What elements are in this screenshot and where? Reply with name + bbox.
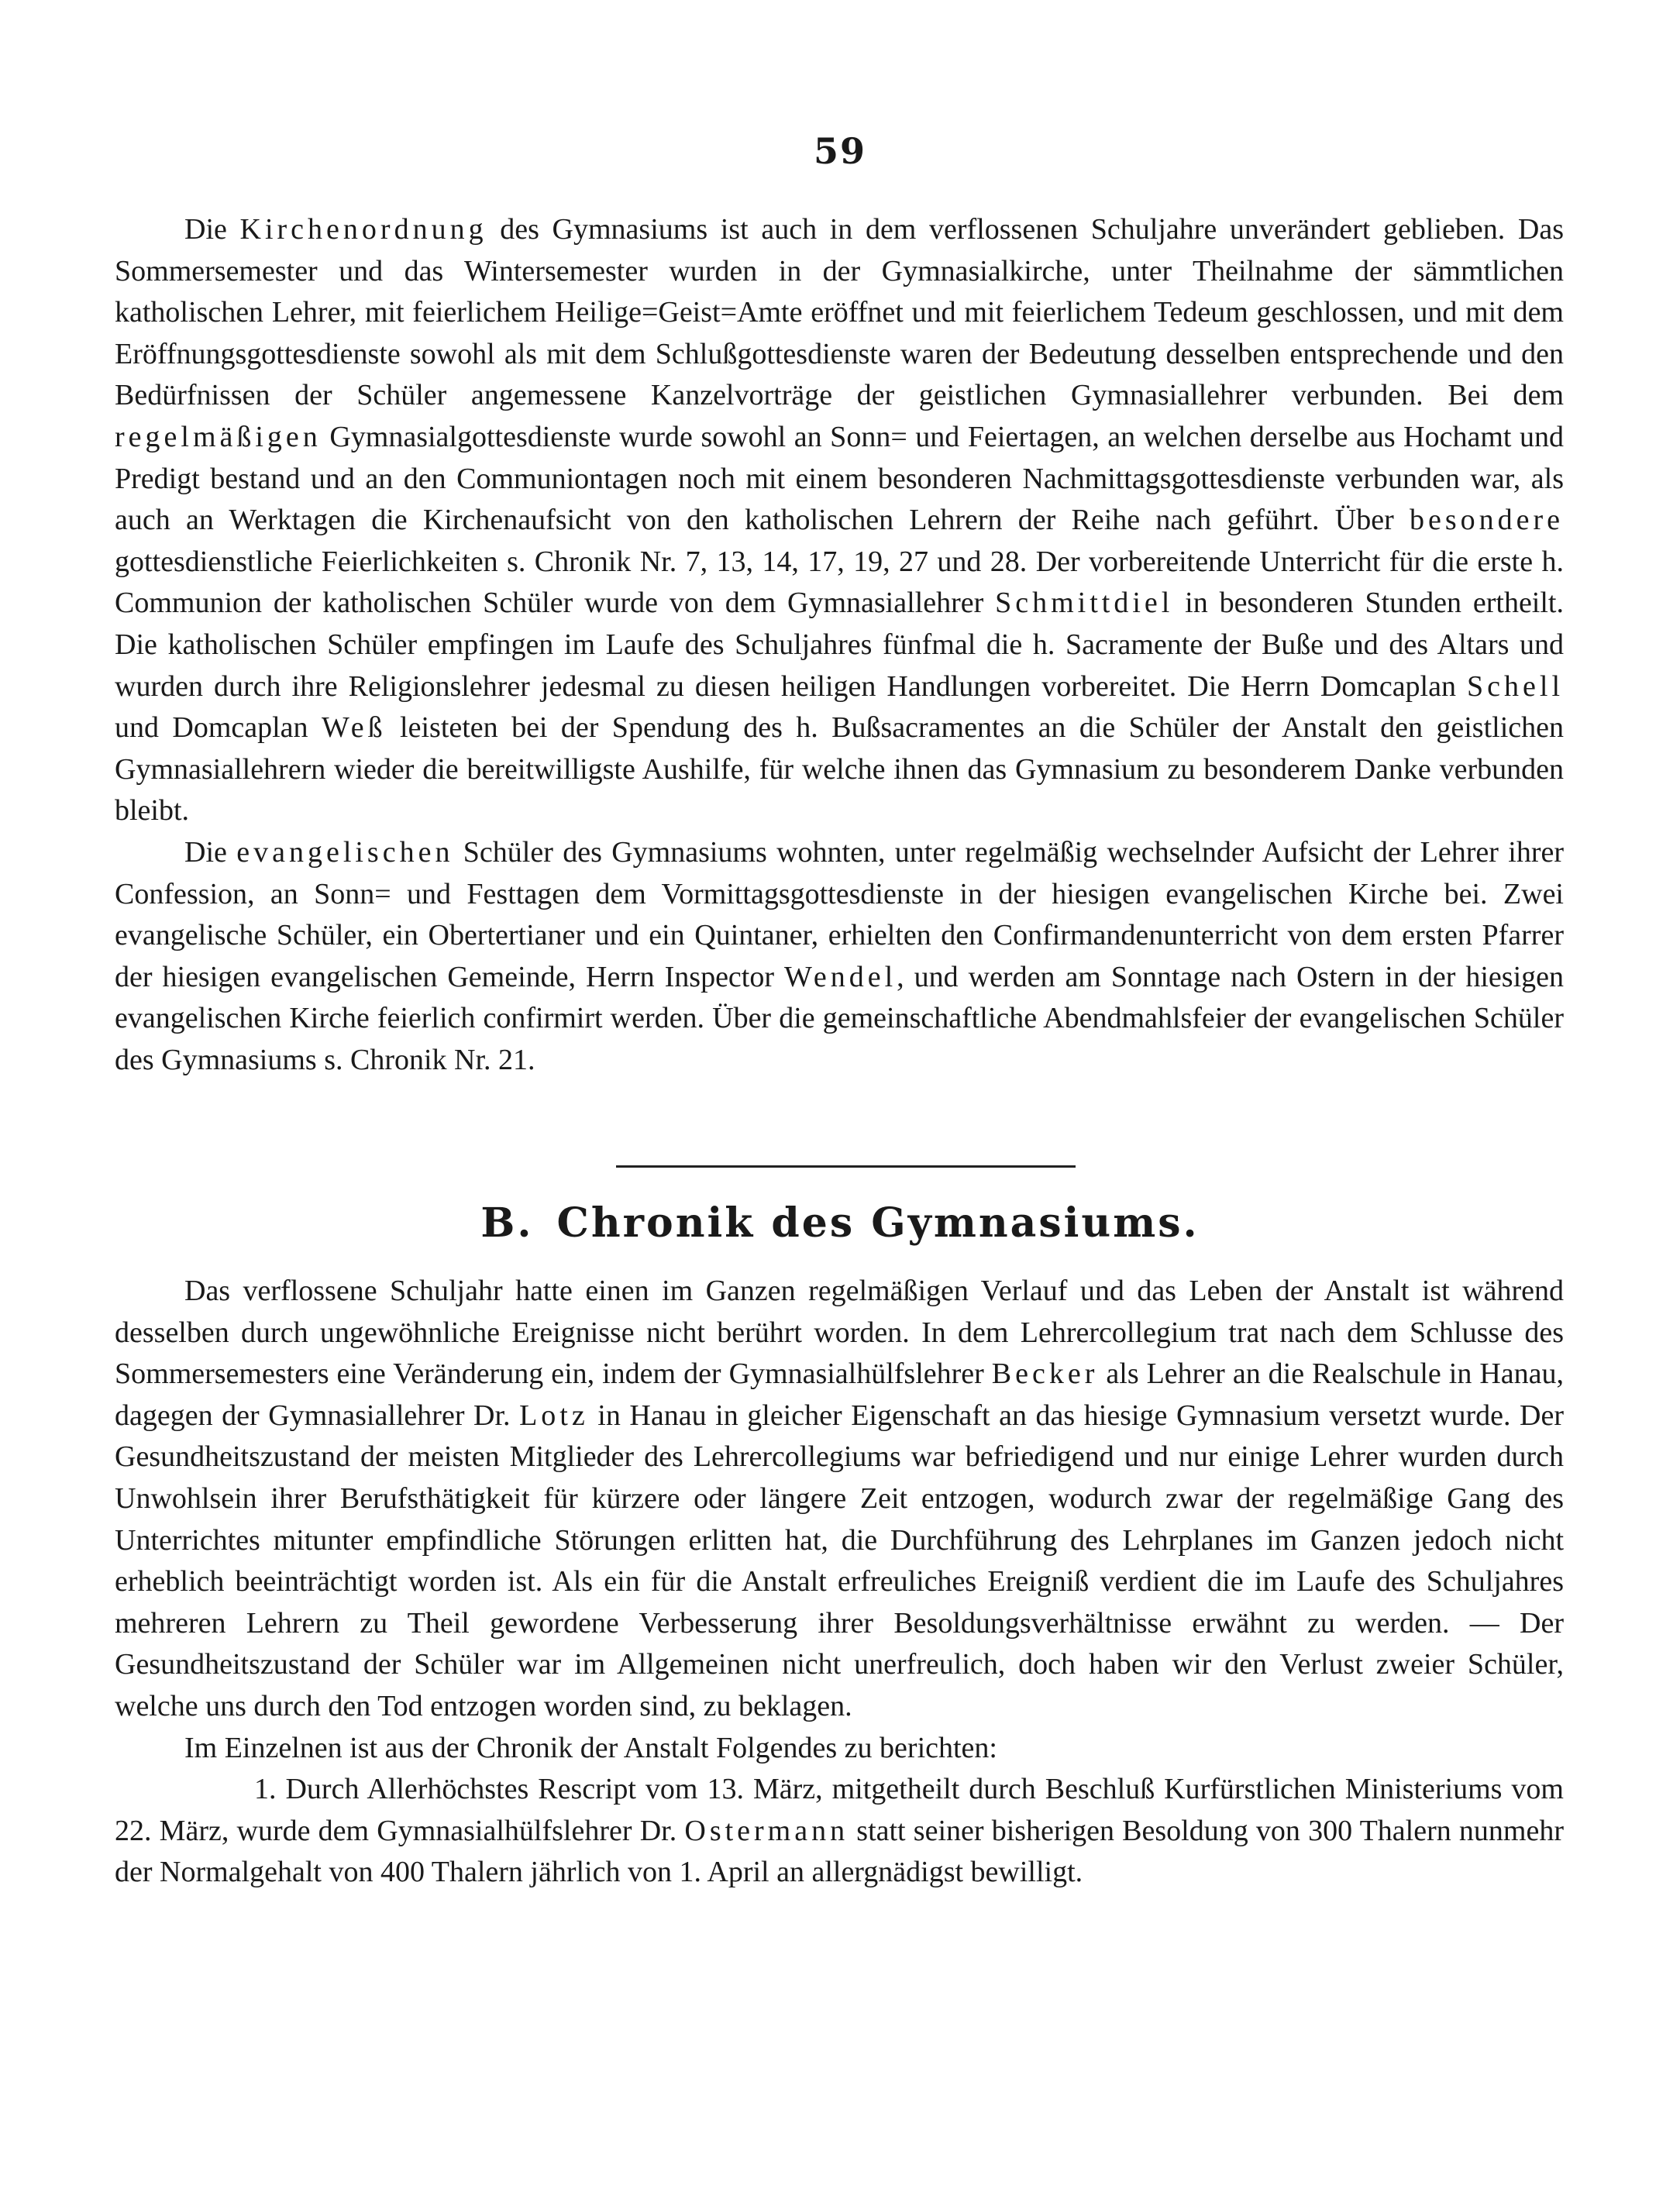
text-span: in Hanau in gleicher Eigenschaft an das hiesige Gymnasium versetzt wurde. Der Gesundheitszustand der meisten Mitglieder des Lehrercollegiums war befriedigend und nur einige Lehrer wurden durch Unwohlsein ihrer Berufsthätigkeit für kürzere oder längere Zeit entzogen, wodurch zwar der regelmäßige Gang des Unterrichtes mitunter empfindliche Störungen erlitten hat, die Durchführung des Lehrplanes im Ganzen jedoch nicht erheblich beeinträchtigt worden ist. Als ein für die Anstalt erfreuliches Ereigniß verdient die im Laufe des Schuljahres mehreren Lehrern zu Theil gewordene Verbesserung ihrer Besoldungsverhältnisse erwähnt zu werden. — Der Gesundheitszustand der Schüler war im Allgemeinen nicht unerfreulich, doch haben wir den Verlust zweier Schüler, welche uns durch den Tod entzogen worden sind, zu beklagen. [115,1399,1564,1722]
section-title: Chronik des Gymnasiums. [556,1199,1200,1247]
paragraph-evangelical [115,832,1564,1082]
emphasis-span: Ostermann [684,1814,849,1847]
section-b-text [115,1271,1564,1894]
section-letter: B. [480,1199,534,1247]
text-span: und Domcaplan [115,711,322,745]
text-span: gottesdienstliche Feierlichkeiten s. Chronik Nr. 7, 13, 14, 17, 19, 27 und 28. Der vorbereitende Unterricht für die erste h. Communion der katholischen Schüler wurde von dem Gymnasiallehrer [115,545,1564,620]
text-span: Die [184,213,240,246]
emphasis-span: Kirchenordnung [239,213,487,246]
section-a-text [115,209,1564,1081]
text-span: Das verflossene Schuljahr hatte einen im Ganzen regelmäßigen Verlauf und das Leben der Anstalt ist während desselben durch ungewöhnliche Ereignisse nicht berührt worden. In dem Lehrercollegium trat nach dem Schlusse des Sommersemesters eine Veränderung ein, indem der Gymnasialhülfslehrer [115,1275,1564,1391]
text-span: , und werden am Sonntage nach Ostern in der hiesigen evangelischen Kirche feierlich confirmirt werden. Über die gemeinschaftliche Abendmahlsfeier der evangelischen Schüler des Gymnasiums s. Chronik Nr. 21. [115,960,1564,1076]
paragraph-church-order [115,209,1564,832]
emphasis-span: Schmittdiel [995,587,1174,620]
emphasis-span: evangelischen [236,835,454,869]
text-span: als Lehrer an die Realschule in Hanau, dagegen der Gymnasiallehrer Dr. [115,1357,1564,1432]
page-number: 59 [813,130,866,172]
text-span: leisteten bei der Spendung des h. Bußsacramentes an die Schüler der Anstalt den geistlichen Gymnasiallehrern wieder die bereitwilligste Aushilfe, für welche ihnen das Gymnasium zu besonderem Danke verbunden bleibt. [115,711,1564,828]
emphasis-span: Lotz [519,1399,589,1432]
text-span: Schüler des Gymnasiums wohnten, unter regelmäßig wechselnder Aufsicht der Lehrer ihrer Confession, an Sonn= und Festtagen dem Vormittagsgottesdienste in der hiesigen evangelischen Kirche bei. Zwei evangelische Schüler, ein Obertertianer und ein Quintaner, erhielten den Confirmandenunterricht von dem ersten Pfarrer der hiesigen evangelischen Gemeinde, Herrn Inspector [115,835,1565,993]
text-span: Durch Allerhöchstes Rescript vom 13. März, mitgetheilt durch Beschluß Kurfürstlichen Ministeriums vom 22. März, wurde dem Gymnasialhülfslehrer Dr. [115,1773,1564,1847]
paragraph-chronicle-details: Im Einzelnen ist aus der Chronik der Anstalt Folgendes zu berichten: [184,1731,997,1764]
emphasis-span: Wendel [784,960,897,993]
section-divider [616,1165,1076,1168]
emphasis-span: regelmäßigen [115,420,322,453]
item-number: 1. [254,1773,277,1806]
paragraph-chronicle-intro [115,1271,1564,1728]
emphasis-span: Becker [991,1357,1099,1391]
text-span: Gymnasialgottesdienste wurde sowohl an Sonn= und Feiertagen, an welchen derselbe aus Hochamt und Predigt bestand und an den Communiontagen noch mit einem besonderen Nachmittagsgottesdienste verbunden war, als auch an Werktagen die Kirchenaufsicht von den katholischen Lehrern der Reihe nach geführt. Über [115,420,1564,537]
emphasis-span: Schell [1467,669,1564,703]
text-span: des Gymnasiums ist auch in dem verflossenen Schuljahre unverändert geblieben. Das Sommersemester und das Wintersemester wurden in der Gymnasialkirche, unter Theilnahme der sämmtlichen katholischen Lehrer, mit feierlichem Heilige=Geist=Amte eröffnet und mit feierlichem Tedeum geschlossen, und mit dem Eröffnungsgottesdienste sowohl als mit dem Schlußgottesdienste waren der Bedeutung desselben entsprechende und den Bedürfnissen der Schüler angemessene Kanzelvorträge der geistlichen Gymnasiallehrer verbunden. Bei dem [115,213,1564,412]
text-span: Die [184,835,237,869]
section-heading [0,1199,1680,1247]
paragraph-item-1 [115,1769,1564,1894]
text-span: statt seiner bisherigen Besoldung von 300 Thalern nunmehr der Normalgehalt von 400 Thalern jährlich von 1. April an allergnädigst bewilligt. [115,1814,1564,1889]
emphasis-span: Weß [321,711,387,745]
text-span: in besonderen Stunden ertheilt. Die katholischen Schüler empfingen im Laufe des Schuljahres fünfmal die h. Sacramente der Buße und des Altars und wurden durch ihre Religionslehrer jedesmal zu diesen heiligen Handlungen vorbereitet. Die Herrn Domcaplan [115,587,1564,703]
emphasis-span: besondere [1409,504,1564,537]
